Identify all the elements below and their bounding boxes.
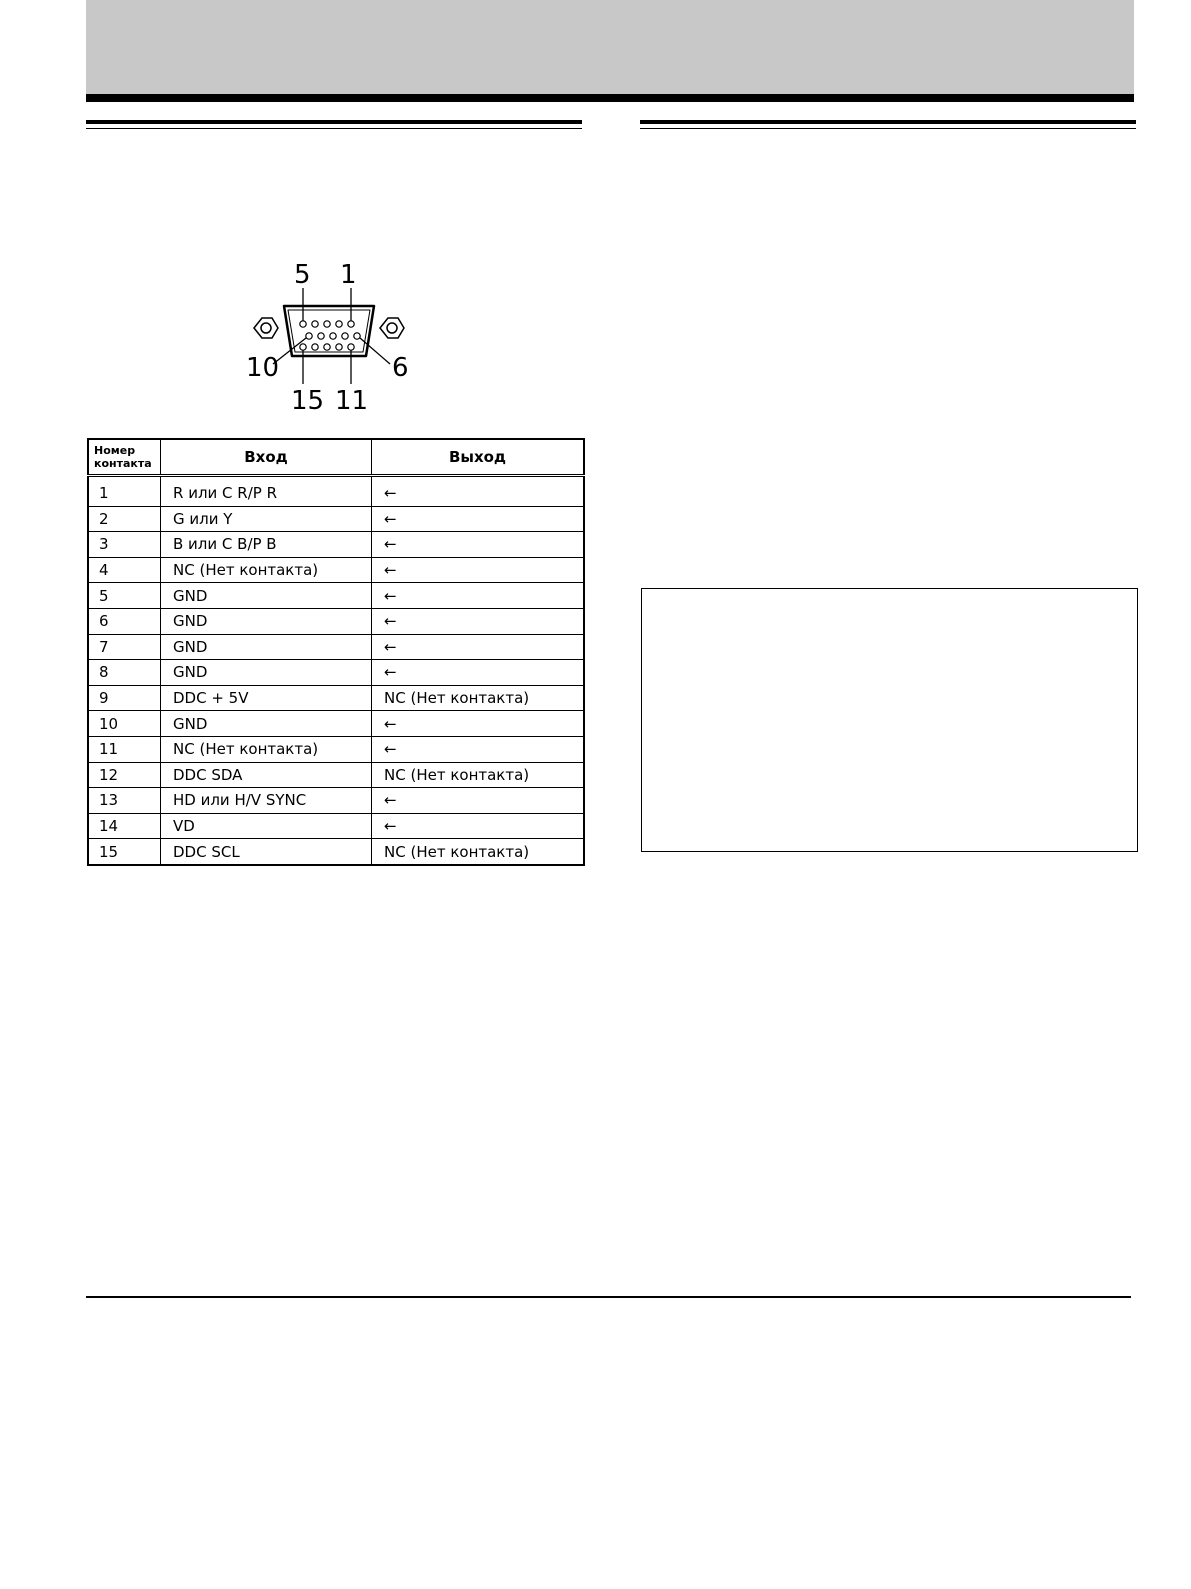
table-row	[88, 839, 584, 865]
pin-output: ←	[372, 660, 585, 686]
pin-output: ←	[372, 476, 585, 507]
pin-input: GND	[161, 608, 372, 634]
table-row	[88, 557, 584, 583]
pin-number: 13	[88, 788, 161, 814]
table-row	[88, 788, 584, 814]
connector-pins	[300, 321, 360, 350]
pin-number: 11	[88, 736, 161, 762]
pin-label-6: 6	[392, 353, 409, 383]
pin-label-5: 5	[294, 260, 311, 290]
pin-output: ←	[372, 557, 585, 583]
pin-label-1: 1	[340, 260, 357, 290]
pin-input: GND	[161, 583, 372, 609]
table-row	[88, 608, 584, 634]
pin-input: DDC SCL	[161, 839, 372, 865]
pin-input: GND	[161, 660, 372, 686]
pin-input: NC (Нет контакта)	[161, 736, 372, 762]
table-row	[88, 634, 584, 660]
pin-output: ←	[372, 608, 585, 634]
header-input: Вход	[161, 439, 372, 476]
screw-right-icon	[380, 318, 404, 338]
info-box	[641, 588, 1138, 852]
pin-assignment-table	[87, 438, 585, 866]
pin-number: 7	[88, 634, 161, 660]
pin-number: 9	[88, 685, 161, 711]
pin-input: VD	[161, 813, 372, 839]
right-column-rule	[640, 120, 1136, 124]
pin-number: 8	[88, 660, 161, 686]
header-band	[86, 0, 1134, 94]
pin-number: 4	[88, 557, 161, 583]
pin-input: G или Y	[161, 506, 372, 532]
pin-input: DDC + 5V	[161, 685, 372, 711]
pin-output: NC (Нет контакта)	[384, 842, 530, 861]
pin-output: ←	[372, 711, 585, 737]
pin-output: ←	[372, 506, 585, 532]
pin-number: 3	[88, 532, 161, 558]
pin-output: ←	[372, 813, 585, 839]
pin-output: ←	[372, 583, 585, 609]
pin-number: 15	[88, 839, 161, 865]
pin-number: 2	[88, 506, 161, 532]
right-column-rule-thin	[640, 128, 1136, 129]
table-row	[88, 813, 584, 839]
pin-input: HD или H/V SYNC	[161, 788, 372, 814]
table-row	[88, 660, 584, 686]
table-row	[88, 736, 584, 762]
table-row	[88, 685, 584, 711]
pin-label-11: 11	[335, 386, 369, 416]
pin-number: 6	[88, 608, 161, 634]
pin-input: GND	[161, 634, 372, 660]
pin-output: ←	[372, 736, 585, 762]
table-row	[88, 583, 584, 609]
pin-input: NC (Нет контакта)	[161, 557, 372, 583]
pin-input: B или C B/P B	[161, 532, 372, 558]
pin-number: 10	[88, 711, 161, 737]
pin-number: 1	[88, 476, 161, 507]
pin-number: 5	[88, 583, 161, 609]
header-output: Выход	[372, 439, 585, 476]
table-row	[88, 762, 584, 788]
pin-label-10: 10	[246, 353, 280, 383]
footer-rule	[86, 1296, 1131, 1298]
screw-left-icon	[254, 318, 278, 338]
pin-label-15: 15	[291, 386, 325, 416]
table-row	[88, 506, 584, 532]
pin-input: DDC SDA	[161, 762, 372, 788]
left-column-rule	[86, 120, 582, 124]
pin-input: R или C R/P R	[161, 476, 372, 507]
pin-number: 12	[88, 762, 161, 788]
header-pin-number: Номер контакта	[88, 439, 161, 476]
pin-output: ←	[372, 788, 585, 814]
left-column-rule-thin	[86, 128, 582, 129]
pin-number: 14	[88, 813, 161, 839]
table-row	[88, 711, 584, 737]
table-row	[88, 532, 584, 558]
pin-output: ←	[372, 634, 585, 660]
table-row	[88, 476, 584, 507]
pin-output: ←	[372, 532, 585, 558]
pin-input: GND	[161, 711, 372, 737]
pin-output: NC (Нет контакта)	[372, 762, 585, 788]
header-rule	[86, 94, 1134, 102]
pin-output: NC (Нет контакта)	[372, 685, 585, 711]
vga-connector-diagram	[246, 258, 416, 418]
